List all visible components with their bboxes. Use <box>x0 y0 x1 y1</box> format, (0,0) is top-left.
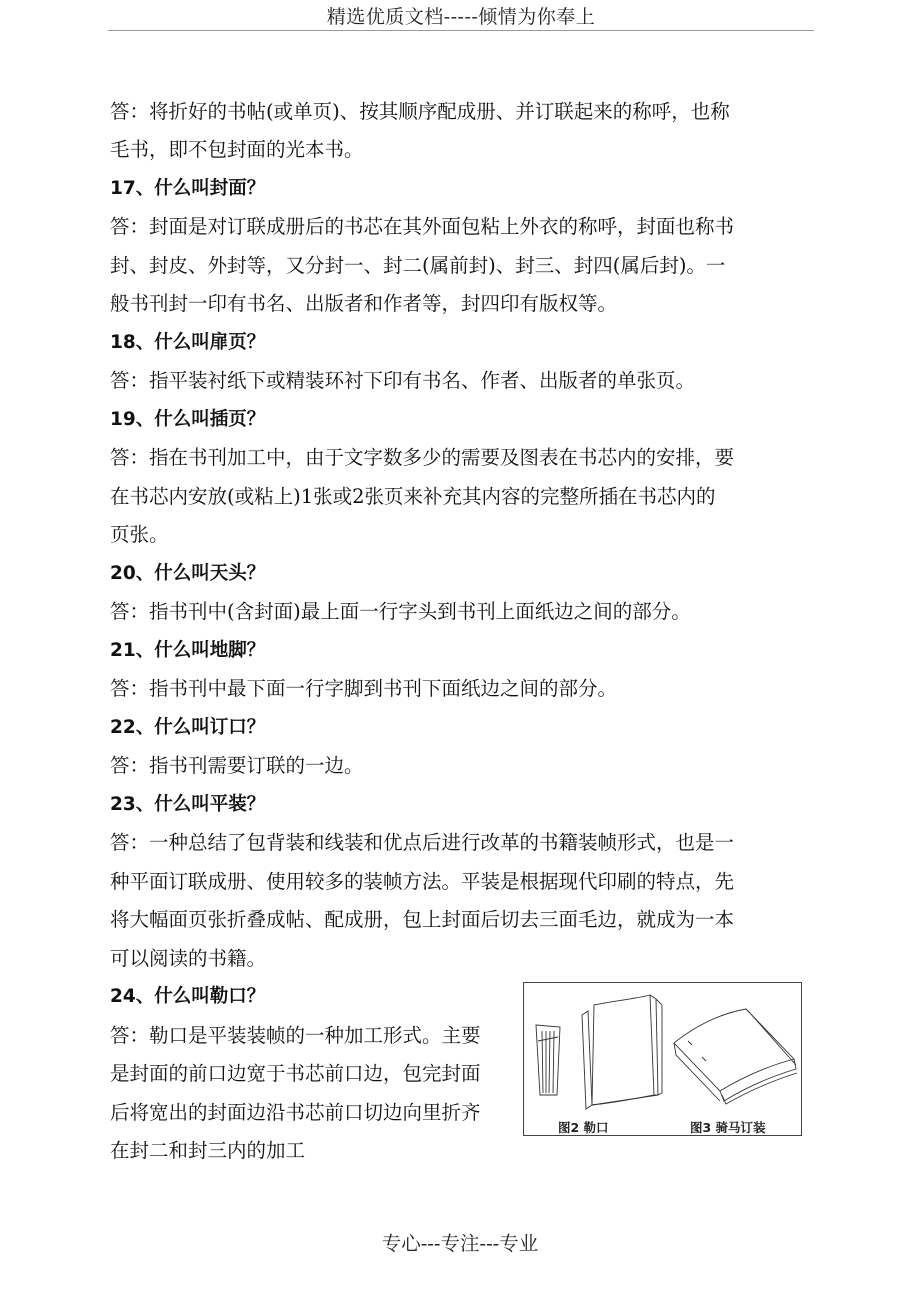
text-line: 答：指书刊需要订联的一边。 <box>110 754 364 777</box>
text-line: 可以阅读的书籍。 <box>110 947 267 970</box>
text-line: 般书刊封一印有书名、出版者和作者等，封四印有版权等。 <box>110 292 618 315</box>
page-header: 精选优质文档-----倾情为你奉上 <box>326 6 596 28</box>
book-drawings <box>524 983 801 1135</box>
caption-saddle-stitch: 图3 骑马订装 <box>690 1120 766 1135</box>
question-heading: 18、什么叫扉页？ <box>110 332 266 353</box>
saddle-stitch-book-drawing <box>674 1009 797 1104</box>
caption-fold-in: 图2 勒口 <box>558 1120 609 1135</box>
question-heading: 19、什么叫插页？ <box>110 409 266 430</box>
text-line: 在书芯内安放(或粘上)1张或2张页来补充其内容的完整所插在书芯内的 <box>110 485 716 508</box>
text-line: 答：勒口是平装装帧的一种加工形式。主要 <box>110 1024 481 1047</box>
text-line: 答：指书刊中最下面一行字脚到书刊下面纸边之间的部分。 <box>110 677 618 700</box>
text-line: 将大幅面页张折叠成帖、配成册，包上封面后切去三面毛边，就成为一本 <box>110 908 735 931</box>
question-heading: 21、什么叫地脚？ <box>110 640 266 661</box>
text-line: 答：指平装衬纸下或精装环衬下印有书名、作者、出版者的单张页。 <box>110 369 696 392</box>
binding-illustration <box>523 982 802 1136</box>
text-line: 毛书，即不包封面的光本书。 <box>110 138 364 161</box>
text-line: 答：一种总结了包背装和线装和优点后进行改革的书籍装帧形式，也是一 <box>110 831 735 854</box>
text-line: 是封面的前口边宽于书芯前口边，包完封面 <box>110 1062 481 1085</box>
question-heading: 17、什么叫封面？ <box>110 178 266 199</box>
french-fold-book-drawing <box>582 995 662 1109</box>
text-line: 种平面订联成册、使用较多的装帧方法。平装是根据现代印刷的特点，先 <box>110 870 735 893</box>
text-line: 答：指在书刊加工中，由于文字数多少的需要及图表在书芯内的安排，要 <box>110 446 735 469</box>
text-line: 封、封皮、外封等，又分封一、封二(属前封)、封三、封四(属后封)。一 <box>110 254 726 277</box>
page-footer: 专心---专注---专业 <box>381 1232 539 1255</box>
question-heading: 22、什么叫订口？ <box>110 717 266 738</box>
text-line: 页张。 <box>110 523 169 546</box>
text-line: 在封二和封三内的加工 <box>110 1139 306 1162</box>
text-line: 答：封面是对订联成册后的书芯在其外面包粘上外衣的称呼，封面也称书 <box>110 215 735 238</box>
header-rule <box>108 30 814 31</box>
question-heading: 20、什么叫天头？ <box>110 563 266 584</box>
text-line: 后将宽出的封面边沿书芯前口切边向里折齐 <box>110 1101 481 1124</box>
question-heading: 24、什么叫勒口？ <box>110 986 266 1007</box>
question-heading: 23、什么叫平装？ <box>110 794 266 815</box>
text-line: 答：指书刊中(含封面)最上面一行字头到书刊上面纸边之间的部分。 <box>110 600 691 623</box>
flap-stack-drawing <box>536 1025 560 1095</box>
text-line: 答：将折好的书帖(或单页)、按其顺序配成册、并订联起来的称呼，也称 <box>110 100 730 123</box>
